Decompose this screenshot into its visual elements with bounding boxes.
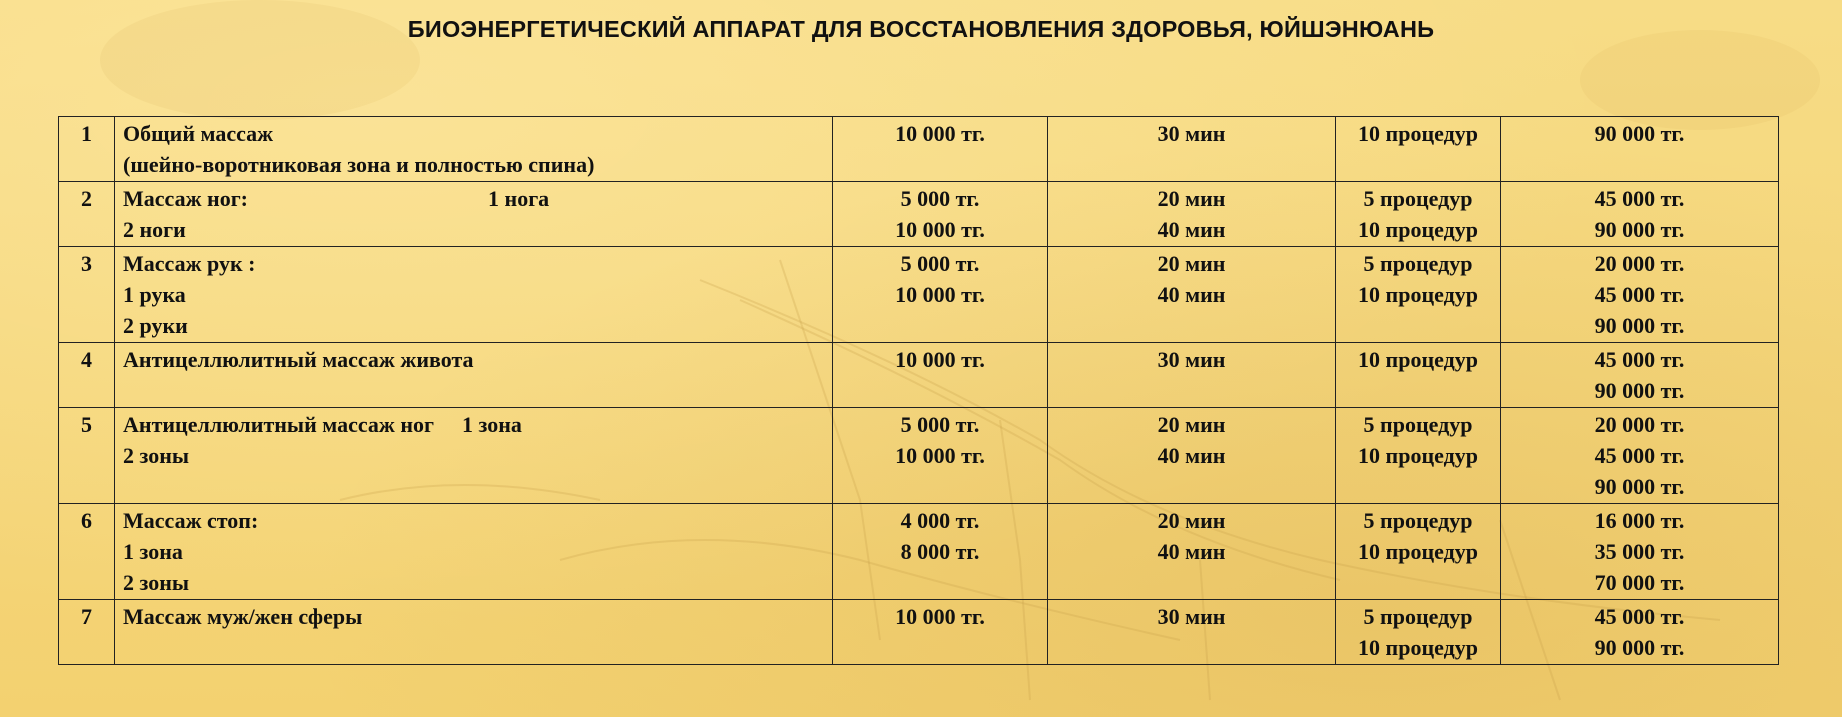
total-value: 45 000 тг. <box>1594 443 1685 468</box>
price-cell <box>833 182 1048 247</box>
procedures-value: 10 процедур <box>1358 635 1478 660</box>
total-value: 45 000 тг. <box>1594 347 1685 372</box>
row-number: 1 <box>59 117 115 182</box>
procedures-value: 10 процедур <box>1358 539 1478 564</box>
price-value: 8 000 тг. <box>900 539 980 564</box>
service-line <box>123 344 824 375</box>
total-value: 90 000 тг. <box>1594 378 1685 403</box>
duration-cell <box>1048 117 1336 182</box>
procedures-value: 5 процедур <box>1363 508 1473 533</box>
page-title: БИОЭНЕРГЕТИЧЕСКИЙ АППАРАТ ДЛЯ ВОССТАНОВЛЕНИЯ ЗДОРОВЬЯ, ЮЙШЭНЮАНЬ <box>407 16 1435 42</box>
service-line <box>123 248 824 279</box>
table-row <box>59 247 1779 343</box>
total-value: 90 000 тг. <box>1594 313 1685 338</box>
service-line <box>123 310 824 341</box>
duration-value: 40 мин <box>1157 282 1226 307</box>
duration-value: 40 мин <box>1157 217 1226 242</box>
duration-value: 20 мин <box>1157 508 1226 533</box>
total-value: 90 000 тг. <box>1594 635 1685 660</box>
procedures-value: 10 процедур <box>1358 217 1478 242</box>
service-text: Массаж стоп: <box>123 508 259 533</box>
service-text: Массаж муж/жен сферы <box>123 604 363 629</box>
price-value: 5 000 тг. <box>900 412 980 437</box>
duration-value: 20 мин <box>1157 251 1226 276</box>
procedures-cell <box>1336 182 1501 247</box>
procedures-cell <box>1336 600 1501 665</box>
price-cell <box>833 408 1048 504</box>
total-cell <box>1501 247 1779 343</box>
duration-value: 20 мин <box>1157 186 1226 211</box>
total-cell <box>1501 117 1779 182</box>
duration-cell <box>1048 247 1336 343</box>
table-row <box>59 117 1779 182</box>
procedures-value: 10 процедур <box>1358 282 1478 307</box>
service-text: 2 ноги <box>123 217 186 242</box>
procedures-value: 10 процедур <box>1358 443 1478 468</box>
duration-cell <box>1048 600 1336 665</box>
service-line <box>123 279 824 310</box>
service-description <box>115 117 833 182</box>
price-cell <box>833 600 1048 665</box>
service-line <box>123 214 824 245</box>
price-table <box>58 116 1779 665</box>
service-text: 1 рука <box>123 282 186 307</box>
service-text: Общий массаж <box>123 121 274 146</box>
procedures-value: 5 процедур <box>1363 412 1473 437</box>
service-description <box>115 343 833 408</box>
service-line <box>123 536 824 567</box>
duration-value: 20 мин <box>1157 412 1226 437</box>
service-variant: 1 зона <box>462 412 522 437</box>
table-row <box>59 343 1779 408</box>
price-value: 10 000 тг. <box>895 121 985 146</box>
total-value: 35 000 тг. <box>1594 539 1685 564</box>
service-text: Антицеллюлитный массаж живота <box>123 347 474 372</box>
duration-cell <box>1048 408 1336 504</box>
total-value: 45 000 тг. <box>1594 604 1685 629</box>
service-text: 2 зоны <box>123 570 190 595</box>
total-value: 16 000 тг. <box>1594 508 1685 533</box>
row-number: 4 <box>59 343 115 408</box>
total-value: 90 000 тг. <box>1594 217 1685 242</box>
total-value: 90 000 тг. <box>1594 474 1685 499</box>
price-cell <box>833 247 1048 343</box>
service-line <box>123 183 824 214</box>
row-number: 5 <box>59 408 115 504</box>
duration-cell <box>1048 182 1336 247</box>
total-value: 45 000 тг. <box>1594 282 1685 307</box>
price-value: 4 000 тг. <box>900 508 980 533</box>
price-cell <box>833 343 1048 408</box>
price-table-body <box>59 117 1779 665</box>
service-line <box>123 567 824 598</box>
table-row <box>59 408 1779 504</box>
row-number: 3 <box>59 247 115 343</box>
service-text: (шейно-воротниковая зона и полностью спина) <box>123 152 595 177</box>
service-text: Массаж ног: <box>123 186 249 211</box>
price-cell <box>833 504 1048 600</box>
service-line <box>123 505 824 536</box>
total-cell <box>1501 504 1779 600</box>
table-row <box>59 600 1779 665</box>
procedures-cell <box>1336 117 1501 182</box>
price-value: 10 000 тг. <box>895 217 985 242</box>
service-text: Антицеллюлитный массаж ног <box>123 412 435 437</box>
price-value: 10 000 тг. <box>895 604 985 629</box>
total-value: 45 000 тг. <box>1594 186 1685 211</box>
total-cell <box>1501 182 1779 247</box>
duration-value: 40 мин <box>1157 539 1226 564</box>
total-cell <box>1501 408 1779 504</box>
service-line <box>123 149 824 180</box>
procedures-cell <box>1336 343 1501 408</box>
procedures-cell <box>1336 247 1501 343</box>
service-description <box>115 600 833 665</box>
total-cell <box>1501 343 1779 408</box>
duration-value: 30 мин <box>1157 604 1226 629</box>
duration-cell <box>1048 343 1336 408</box>
service-line <box>123 118 824 149</box>
price-value: 5 000 тг. <box>900 251 980 276</box>
procedures-value: 5 процедур <box>1363 186 1473 211</box>
table-row <box>59 182 1779 247</box>
procedures-cell <box>1336 408 1501 504</box>
price-value: 10 000 тг. <box>895 347 985 372</box>
procedures-cell <box>1336 504 1501 600</box>
service-description <box>115 504 833 600</box>
service-description <box>115 408 833 504</box>
service-description <box>115 182 833 247</box>
duration-value: 30 мин <box>1157 347 1226 372</box>
duration-cell <box>1048 504 1336 600</box>
row-number: 6 <box>59 504 115 600</box>
service-variant: 1 нога <box>488 186 550 211</box>
procedures-value: 5 процедур <box>1363 251 1473 276</box>
duration-value: 30 мин <box>1157 121 1226 146</box>
service-text: 1 зона <box>123 539 183 564</box>
procedures-value: 5 процедур <box>1363 604 1473 629</box>
price-value: 5 000 тг. <box>900 186 980 211</box>
procedures-value: 10 процедур <box>1358 347 1478 372</box>
service-text: 2 руки <box>123 313 188 338</box>
procedures-value: 10 процедур <box>1358 121 1478 146</box>
service-text: 2 зоны <box>123 443 190 468</box>
total-cell <box>1501 600 1779 665</box>
row-number: 2 <box>59 182 115 247</box>
duration-value: 40 мин <box>1157 443 1226 468</box>
price-value: 10 000 тг. <box>895 282 985 307</box>
service-line <box>123 409 824 440</box>
price-cell <box>833 117 1048 182</box>
service-text: Массаж рук : <box>123 251 256 276</box>
total-value: 90 000 тг. <box>1594 121 1685 146</box>
service-description <box>115 247 833 343</box>
total-value: 20 000 тг. <box>1594 412 1685 437</box>
row-number: 7 <box>59 600 115 665</box>
table-row <box>59 504 1779 600</box>
service-line <box>123 440 824 471</box>
service-line <box>123 601 824 632</box>
price-value: 10 000 тг. <box>895 443 985 468</box>
total-value: 20 000 тг. <box>1594 251 1685 276</box>
total-value: 70 000 тг. <box>1594 570 1685 595</box>
